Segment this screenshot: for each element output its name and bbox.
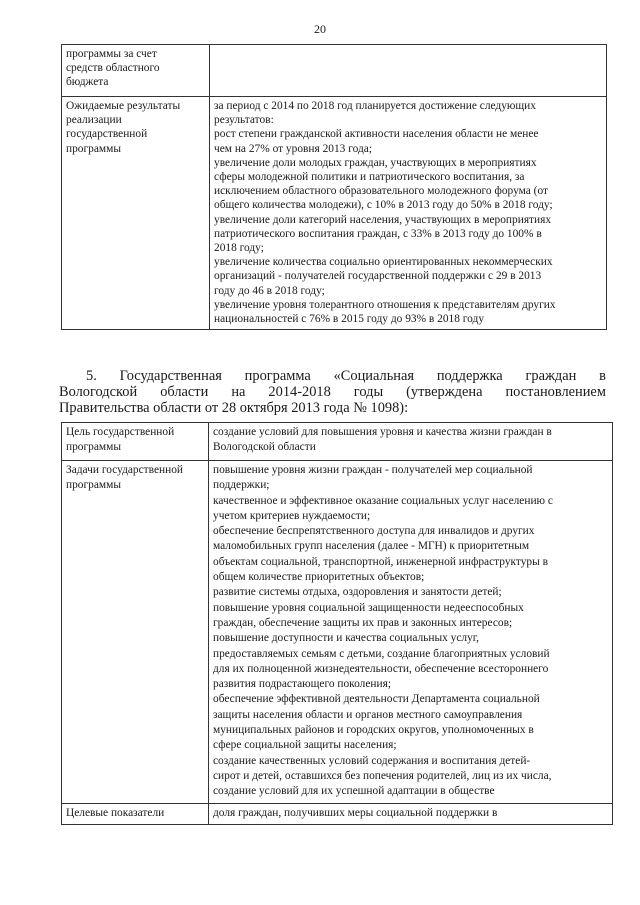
table2-row <box>62 423 613 461</box>
table1-row <box>62 45 607 97</box>
content-line: увеличение уровня толерантного отношения к представителям других <box>214 298 556 311</box>
content-line: исключением областного образовательного молодежного форума (от <box>214 185 548 198</box>
content-line: патриотического воспитания граждан, с 33% в 2013 году до 100% в <box>214 227 542 240</box>
label-line: Ожидаемые результаты <box>66 100 181 112</box>
content-line: защиты населения области и органов местного самоуправления <box>213 708 523 721</box>
heading-word: граждан <box>525 368 577 384</box>
table2-row <box>62 461 613 804</box>
label-line: Целевые показатели <box>66 806 165 819</box>
table1-body <box>62 45 607 330</box>
table2-body <box>62 423 613 825</box>
heading-word: на <box>231 384 246 400</box>
table2-content-cell <box>209 423 613 461</box>
label-line: программы <box>66 479 121 492</box>
content-line: за период с 2014 по 2018 год планируется достижение следующих <box>214 100 536 112</box>
section-heading-line-1 <box>86 368 606 384</box>
content-line: обеспечение беспрепятственного доступа для инвалидов и других <box>213 525 535 538</box>
heading-word: (утверждена <box>406 384 483 400</box>
heading-word: 2014-2018 <box>268 384 331 400</box>
content-line: муниципальных районов и городских округов, уполномоченных в <box>213 724 534 737</box>
content-line: сирот и детей, оставшихся без попечения родителей, лиц из их числа, <box>213 769 552 782</box>
content-line: обеспечение эффективной деятельности Департамента социальной <box>213 693 540 706</box>
heading-word: постановлением <box>505 384 606 400</box>
label-line: средств областного <box>66 62 160 75</box>
content-line: граждан, обеспечение защиты их прав и законных интересов; <box>213 616 513 629</box>
heading-word: Государственная <box>119 368 222 384</box>
content-line: создание условий для их успешной адаптации в обществе <box>213 785 495 798</box>
table1-content-cell <box>210 45 607 97</box>
label-line: Задачи государственной <box>66 464 184 476</box>
table1-row <box>62 97 607 330</box>
table2-content-cell <box>209 803 613 824</box>
content-line: качественное и эффективное оказание социальных услуг населению с <box>213 494 553 507</box>
label-line: программы <box>66 441 121 454</box>
label-line: программы за счет <box>66 48 157 60</box>
heading-word: области <box>160 384 209 400</box>
content-line: учетом критериев нуждаемости; <box>213 509 371 522</box>
content-line: общем количестве приоритетных объектов; <box>213 571 425 584</box>
content-line: чем на 27% от уровня 2013 года; <box>214 142 372 155</box>
content-line: организаций - получателей государственной поддержки с 29 в 2013 <box>214 270 542 283</box>
content-line: объектам социальной, транспортной, инженерной инфраструктуры в <box>213 555 549 568</box>
page-number: 20 <box>314 22 326 36</box>
social-support-program-table <box>61 422 613 825</box>
table1-label-cell <box>62 45 210 97</box>
table1-label-cell <box>62 97 210 330</box>
table2-label-cell <box>62 803 209 824</box>
content-line: создание условий для повышения уровня и качества жизни граждан в <box>213 426 552 438</box>
content-line: увеличение доли молодых граждан, участвующих в мероприятиях <box>214 156 537 169</box>
content-line: Вологодской области <box>213 441 316 454</box>
content-line: повышение уровня жизни граждан - получателей мер социальной <box>213 464 533 476</box>
label-line: реализации <box>66 114 122 127</box>
label-line: программы <box>66 142 121 155</box>
content-line: сферы молодежной политики и патриотического воспитания, за <box>214 171 525 184</box>
content-line: 2018 году; <box>214 242 264 255</box>
section-heading-line-3: Правительства области от 28 октября 2013 года № 1098): <box>59 400 409 416</box>
heading-word: программа <box>244 368 311 384</box>
content-line: рост степени гражданской активности населения области не менее <box>214 128 539 141</box>
table1-content-cell <box>210 97 607 330</box>
content-line: сфере социальной защиты населения; <box>213 739 397 752</box>
heading-word: 5. <box>86 368 97 384</box>
content-line: увеличение количества социально ориентированных некоммерческих <box>214 256 553 269</box>
content-line: маломобильных групп населения (далее - МГН) к приоритетным <box>213 540 530 553</box>
section-heading <box>59 368 606 416</box>
content-line: национальностей с 76% в 2015 году до 93% в 2018 году <box>214 313 485 326</box>
content-line: создание качественных условий содержания и воспитания детей- <box>213 754 531 767</box>
heading-word: Вологодской <box>59 384 138 400</box>
heading-word: годы <box>353 384 384 400</box>
content-line: году до 46 в 2018 году; <box>214 284 325 297</box>
label-line: бюджета <box>66 76 109 89</box>
content-line: общего количества молодежи), с 10% в 2013 году до 50% в 2018 году; <box>214 199 553 212</box>
content-line: предоставляемых семьям с детьми, создание благоприятных условий <box>213 647 550 660</box>
content-line: увеличение доли категорий населения, участвующих в мероприятиях <box>214 213 552 226</box>
content-line: повышение уровня социальной защищенности недееспособных <box>213 601 524 614</box>
heading-word: в <box>599 368 606 384</box>
section-heading-line-2 <box>59 384 606 400</box>
heading-word: поддержка <box>436 368 503 384</box>
label-line: Цель государственной <box>66 426 175 438</box>
content-line: результатов: <box>214 114 274 127</box>
content-line: поддержки; <box>213 479 270 492</box>
content-line: развития подрастающего поколения; <box>213 678 392 691</box>
content-line: для их полноценной жизнедеятельности, обеспечение всестороннего <box>213 662 549 675</box>
table2-label-cell <box>62 423 209 461</box>
label-line: государственной <box>66 128 148 141</box>
content-line: доля граждан, получивших меры социальной поддержки в <box>213 806 498 819</box>
program-passport-table-continued <box>61 44 607 330</box>
heading-word: «Социальная <box>333 368 414 384</box>
content-line: повышение доступности и качества социальных услуг, <box>213 632 480 645</box>
table2-content-cell <box>209 461 613 804</box>
table2-row <box>62 803 613 824</box>
content-line: развитие системы отдыха, оздоровления и занятости детей; <box>213 586 502 599</box>
table2-label-cell <box>62 461 209 804</box>
